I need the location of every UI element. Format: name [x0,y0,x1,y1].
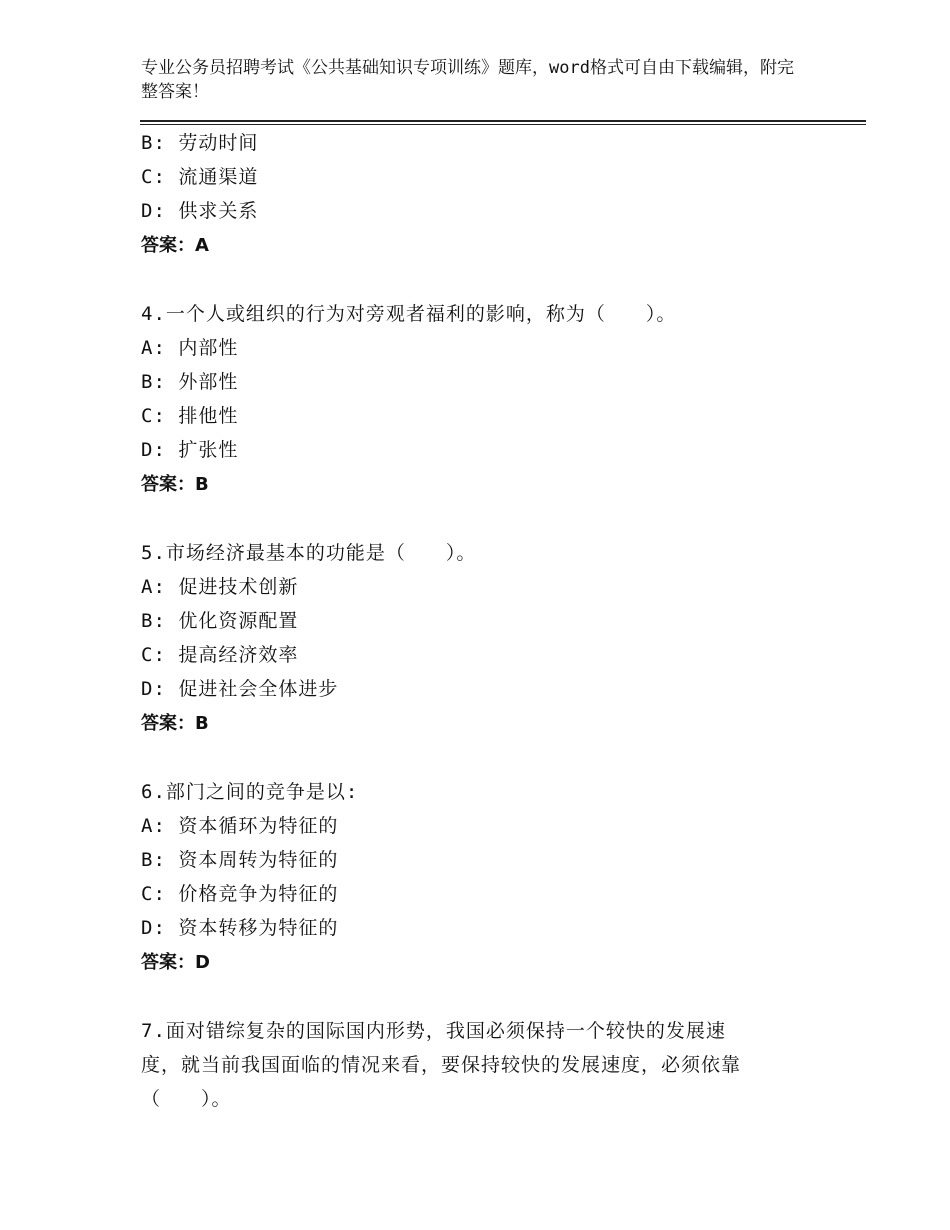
q4-option-c: C: 排他性 [141,405,239,427]
q6-answer: 答案：D [141,952,210,973]
q5-option-d: D: 促进社会全体进步 [141,678,339,700]
q4-stem: 4.一个人或组织的行为对旁观者福利的影响，称为（ ）。 [141,303,677,325]
header-divider-thin [140,124,866,125]
q6-option-d: D: 资本转移为特征的 [141,917,339,939]
q4-option-d: D: 扩张性 [141,439,239,461]
q6-option-c: C: 价格竞争为特征的 [141,883,339,905]
q5-option-c: C: 提高经济效率 [141,644,299,666]
q7-stem-line-3: （ ）。 [141,1088,232,1110]
q6-option-b: B: 资本周转为特征的 [141,849,339,871]
q5-stem: 5.市场经济最基本的功能是（ ）。 [141,542,477,564]
page-header: 专业公务员招聘考试《公共基础知识专项训练》题库，word格式可自由下载编辑，附完整答案！ [141,58,794,102]
q7-stem-line-1: 7.面对错综复杂的国际国内形势，我国必须保持一个较快的发展速 [141,1020,726,1042]
q4-option-a: A: 内部性 [141,337,239,359]
q3-answer: 答案：A [141,235,209,256]
q3-option-b: B: 劳动时间 [141,132,259,154]
q5-option-a: A: 促进技术创新 [141,576,299,598]
q6-option-a: A: 资本循环为特征的 [141,815,339,837]
q7-stem-line-2: 度，就当前我国面临的情况来看，要保持较快的发展速度，必须依靠 [141,1054,742,1076]
q3-option-c: C: 流通渠道 [141,166,259,188]
q4-answer: 答案：B [141,474,209,495]
header-divider-thick [140,120,866,122]
q5-option-b: B: 优化资源配置 [141,610,299,632]
q5-answer: 答案：B [141,713,209,734]
q6-stem: 6.部门之间的竞争是以: [141,781,359,803]
q4-option-b: B: 外部性 [141,371,239,393]
q3-option-d: D: 供求关系 [141,200,259,222]
